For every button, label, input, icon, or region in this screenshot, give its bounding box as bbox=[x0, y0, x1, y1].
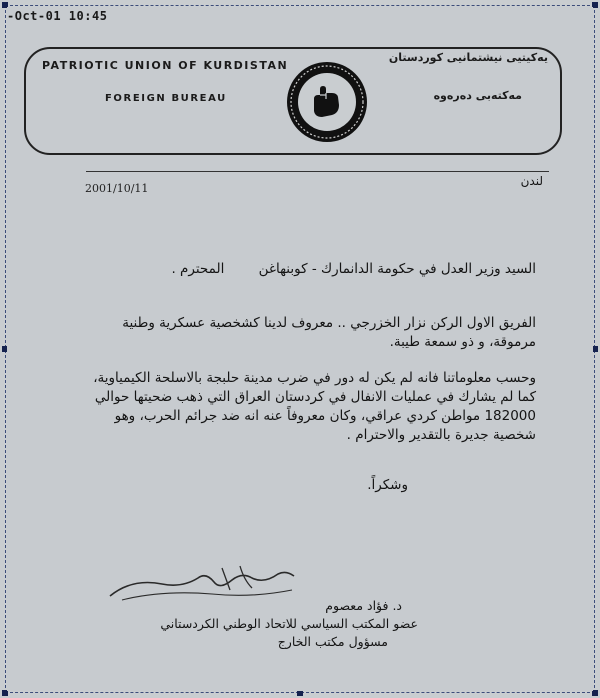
city-label: لندن bbox=[520, 174, 543, 188]
paragraph-line: مرموقة، و ذو سمعة طيبة. bbox=[389, 334, 536, 350]
salutation-line bbox=[36, 261, 536, 277]
signatory-title-secondary: مسؤول مكتب الخارج bbox=[277, 634, 388, 649]
letterhead-box bbox=[24, 47, 562, 155]
addressee-text: السيد وزير العدل في حكومة الدانمارك - كوبنهاغن bbox=[258, 261, 536, 277]
bureau-name-kurdish: مەکتەبی دەرەوە bbox=[433, 89, 522, 102]
paragraph-line: شخصية جديرة بالتقدير والاحترام . bbox=[346, 427, 536, 443]
letter-date: 2001/10/11 bbox=[85, 182, 149, 195]
body-paragraph-2 bbox=[7, 369, 536, 445]
scanned-letter-page bbox=[7, 7, 593, 691]
honorific-text: المحترم . bbox=[171, 261, 225, 277]
bureau-name-english: FOREIGN BUREAU bbox=[105, 93, 227, 104]
header-divider bbox=[86, 171, 549, 172]
closing-text: وشكراً. bbox=[367, 477, 408, 493]
org-name-kurdish: یەکیتیی نیشتمانیی کوردستان bbox=[388, 51, 548, 64]
paragraph-line: كما لم يشارك في عمليات الانفال في كردستان العراق التي ذهب ضحيتها حوالي bbox=[94, 389, 536, 405]
signature-block bbox=[98, 597, 418, 651]
body-paragraph-1 bbox=[7, 314, 536, 352]
fax-timestamp: -Oct-01 10:45 bbox=[7, 9, 108, 23]
signatory-name: د. فؤاد معصوم bbox=[325, 598, 402, 613]
puk-emblem-icon bbox=[284, 59, 370, 145]
org-name-english: PATRIOTIC UNION OF KURDISTAN bbox=[42, 59, 289, 72]
paragraph-line: وحسب معلوماتنا فانه لم يكن له دور في ضرب مدينة حلبجة بالاسلحة الكيمياوية، bbox=[93, 370, 536, 386]
paragraph-line: الفريق الاول الركن نزار الخزرجي .. معروف لدينا كشخصية عسكرية وطنية bbox=[122, 315, 536, 331]
signatory-title: عضو المكتب السياسي للاتحاد الوطني الكردستاني bbox=[160, 616, 418, 631]
paragraph-line: 182000 مواطن كردي عراقي، وكان معروفاً عنه انه ضد جرائم الحرب، وهو bbox=[114, 408, 536, 424]
